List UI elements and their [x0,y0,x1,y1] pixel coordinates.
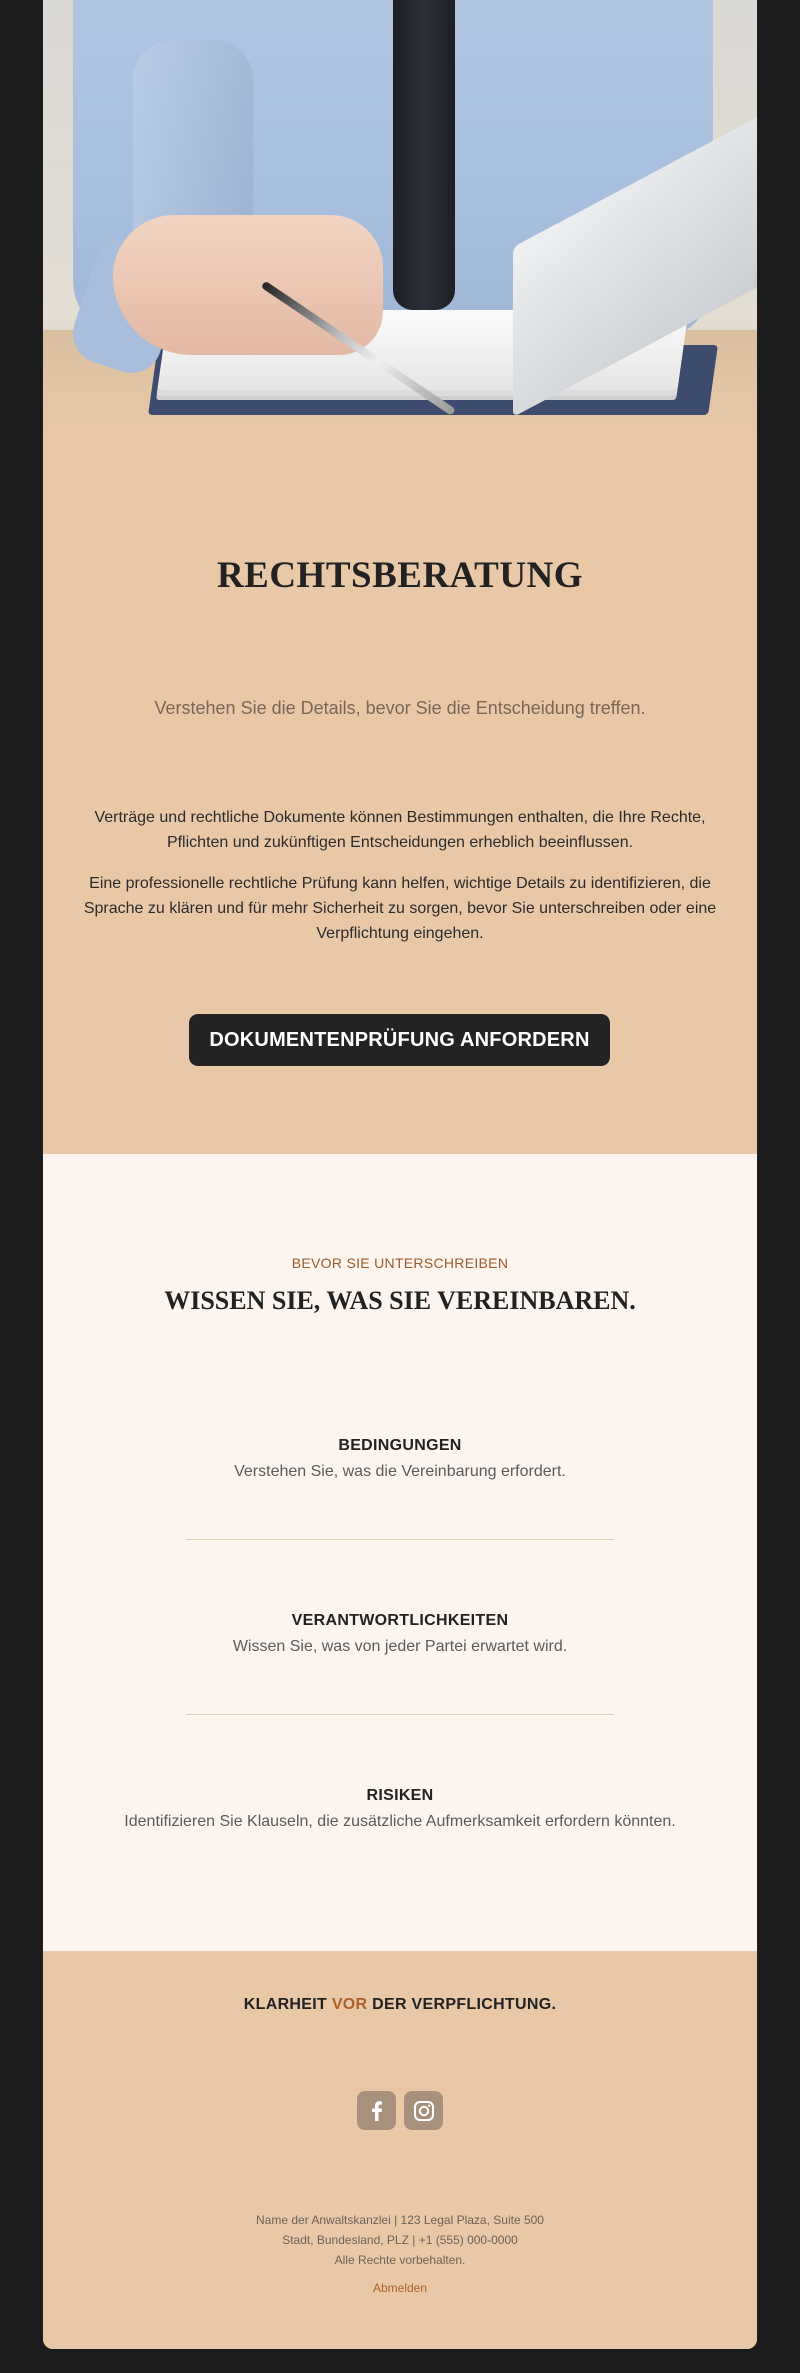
hero-image [43,0,757,454]
feature-item-risks [43,1787,757,1831]
instagram-button[interactable] [404,2091,443,2130]
request-document-review-button[interactable]: DOKUMENTENPRÜFUNG ANFORDERN [189,1014,610,1066]
instagram-icon [413,2100,435,2122]
feature-item-responsibilities [43,1612,757,1656]
intro-section [43,454,757,1154]
address-line-2: Stadt, Bundesland, PLZ | +1 (555) 000-0000 [282,2233,518,2247]
tagline-part-1: KLARHEIT [243,1996,332,2013]
feature-description: Identifizieren Sie Klauseln, die zusätzliche Aufmerksamkeit erfordern könnten. [124,1813,676,1830]
feature-title: BEDINGUNGEN [338,1437,462,1454]
page-title: RECHTSBERATUNG [216,555,584,596]
divider [186,1714,614,1715]
unsubscribe-link[interactable]: Abmelden [372,2281,428,2295]
footer-tagline [43,1996,757,2014]
feature-description: Verstehen Sie, was die Vereinbarung erfordert. [234,1463,566,1480]
tagline-part-2: DER VERPFLICHTUNG. [367,1996,557,2013]
feature-item-conditions [43,1437,757,1481]
section-heading: WISSEN SIE, WAS SIE VEREINBAREN. [164,1286,636,1315]
intro-paragraph-1: Verträge und rechtliche Dokumente können Bestimmungen enthalten, die Ihre Rechte, Pflichten und zukünftigen Entscheidungen erheblich beeinflussen. [94,809,706,851]
features-section [43,1154,757,1951]
social-links [357,2091,443,2130]
divider [186,1539,614,1540]
intro-paragraph-2: Eine professionelle rechtliche Prüfung kann helfen, wichtige Details zu identifizieren, die Sprache zu klären und für mehr Sicherheit zu sorgen, bevor Sie unterschreiben oder eine Verpflichtung eingehen. [83,875,717,942]
facebook-icon [367,2100,387,2122]
section-eyebrow: BEVOR SIE UNTERSCHREIBEN [291,1255,509,1271]
email-card [43,0,757,2349]
address-line-1: Name der Anwaltskanzlei | 123 Legal Plaza, Suite 500 [256,2213,544,2227]
feature-title: VERANTWORTLICHKEITEN [291,1612,509,1629]
rights-text: Alle Rechte vorbehalten. [334,2253,466,2267]
tagline-accent: VOR [331,1996,368,2013]
feature-description: Wissen Sie, was von jeder Partei erwartet wird. [232,1638,568,1655]
footer-address [43,2210,757,2270]
feature-title: RISIKEN [366,1787,434,1804]
footer [43,1951,757,2349]
hero-tie-shape [393,0,455,310]
facebook-button[interactable] [357,2091,396,2130]
intro-lead: Verstehen Sie die Details, bevor Sie die Entscheidung treffen. [154,698,646,718]
